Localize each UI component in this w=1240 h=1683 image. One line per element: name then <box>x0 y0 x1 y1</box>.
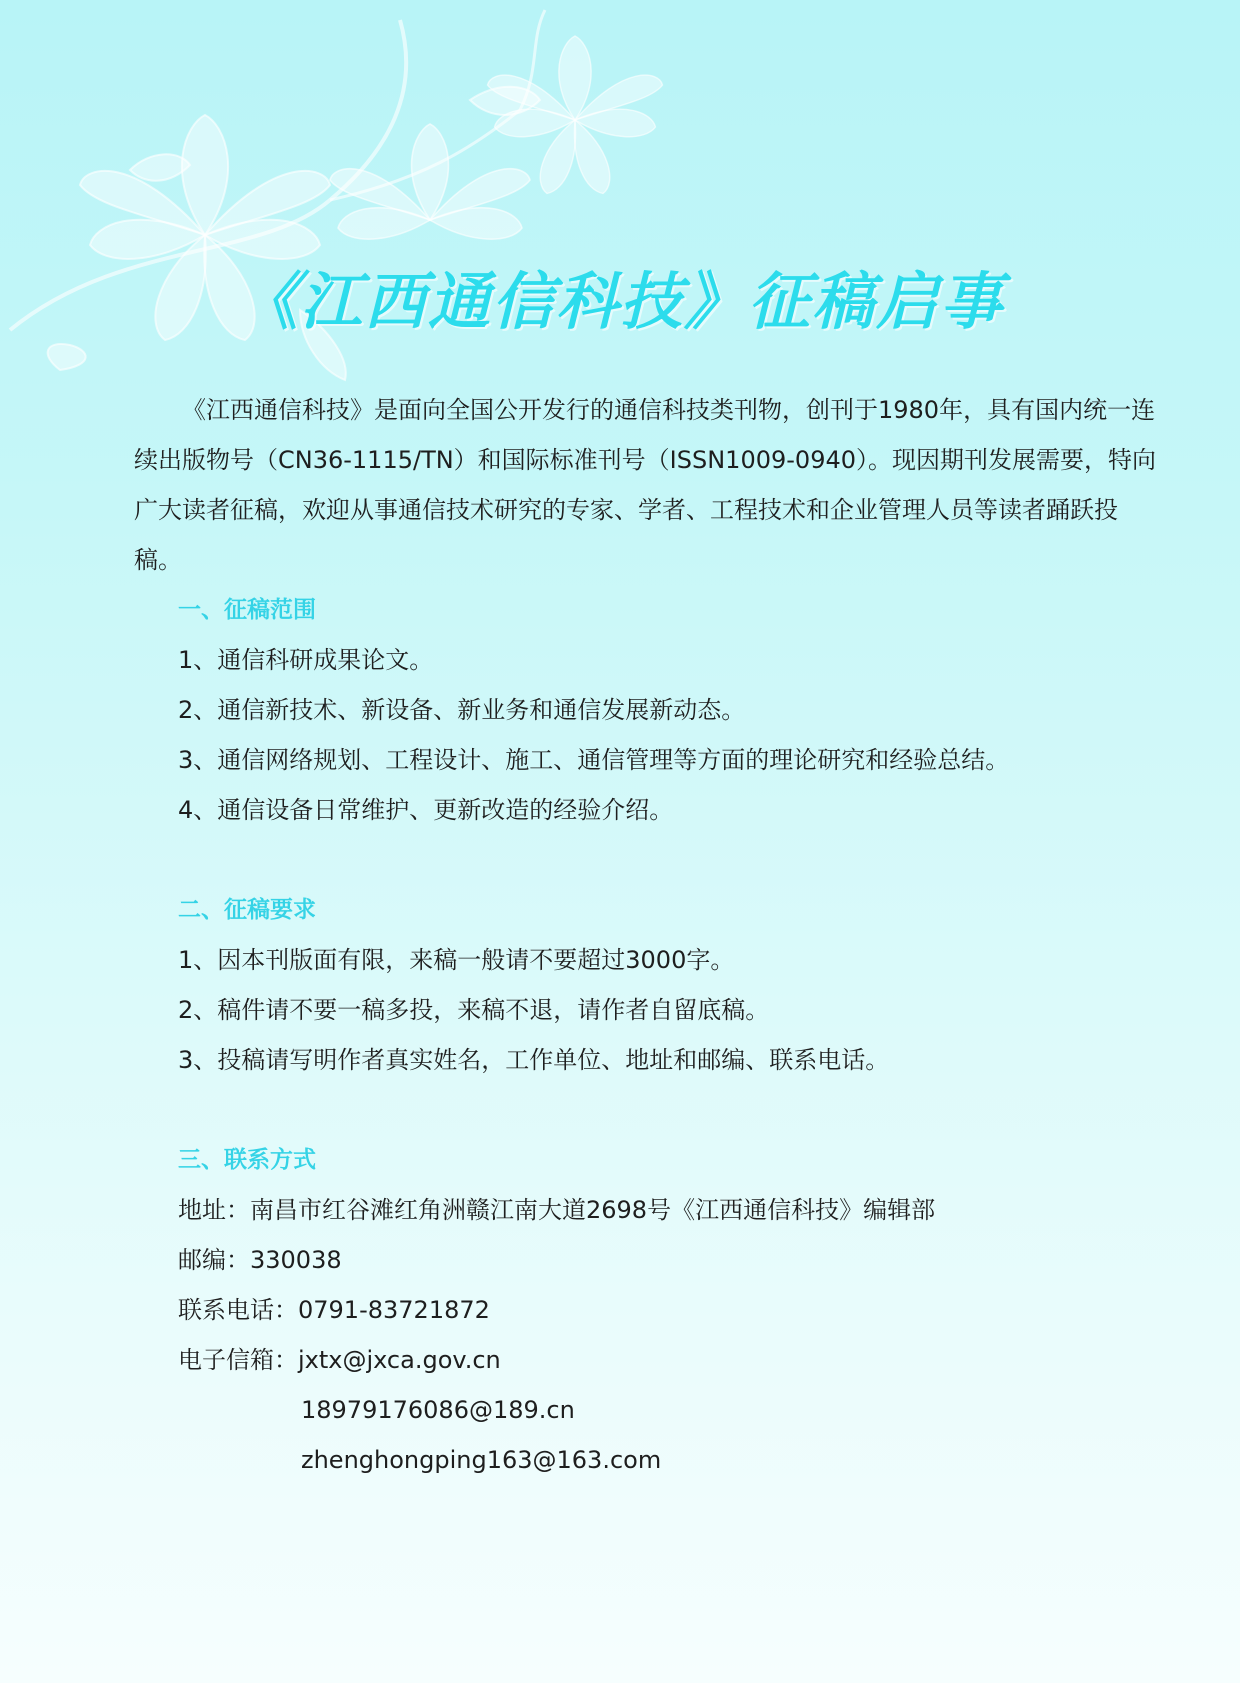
list-item: 3、投稿请写明作者真实姓名，工作单位、地址和邮编、联系电话。 <box>178 1046 890 1074</box>
floral-background-decoration <box>0 0 1240 420</box>
contact-address: 地址：南昌市红谷滩红角洲赣江南大道2698号《江西通信科技》编辑部 <box>178 1196 936 1224</box>
contact-email-2: 18979176086@189.cn <box>301 1396 575 1424</box>
section-heading-requirements: 二、征稿要求 <box>178 897 316 923</box>
list-item: 1、因本刊版面有限，来稿一般请不要超过3000字。 <box>178 946 735 974</box>
section-heading-scope: 一、征稿范围 <box>178 597 316 623</box>
contact-postcode: 邮编：330038 <box>178 1246 342 1274</box>
section-spacer <box>134 1085 1164 1135</box>
list-item: 2、稿件请不要一稿多投，来稿不退，请作者自留底稿。 <box>178 996 770 1024</box>
list-item: 3、通信网络规划、工程设计、施工、通信管理等方面的理论研究和经验总结。 <box>178 746 1010 774</box>
list-item: 2、通信新技术、新设备、新业务和通信发展新动态。 <box>178 696 746 724</box>
list-item: 4、通信设备日常维护、更新改造的经验介绍。 <box>178 796 674 824</box>
list-item: 1、通信科研成果论文。 <box>178 646 434 674</box>
page-title: 《江西通信科技》征稿启事 <box>235 265 1004 338</box>
contact-phone: 联系电话：0791-83721872 <box>178 1296 490 1324</box>
notice-body <box>134 385 1164 1485</box>
contact-email-3: zhenghongping163@163.com <box>301 1446 662 1474</box>
intro-paragraph: 《江西通信科技》是面向全国公开发行的通信科技类刊物，创刊于1980年，具有国内统一连续出版物号（CN36-1115/TN）和国际标准刊号（ISSN1009-0940）。现因期刊发展需要，特向广大读者征稿，欢迎从事通信技术研究的专家、学者、工程技术和企业管理人员等读者踊跃投稿。 <box>134 396 1157 574</box>
section-spacer <box>134 835 1164 885</box>
contact-email: 电子信箱：jxtx@jxca.gov.cn <box>178 1346 501 1374</box>
section-heading-contact: 三、联系方式 <box>178 1147 316 1173</box>
